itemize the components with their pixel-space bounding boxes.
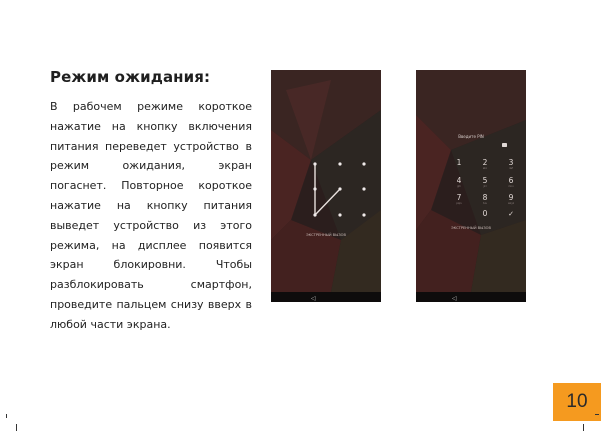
key-digit[interactable]: 4 <box>456 176 462 185</box>
key-digit[interactable]: 7 <box>456 193 462 202</box>
body-paragraph: В рабочем режиме короткое нажатие на кнопку включения питания переведет устройство в режим ожидания, экран погаснет. Повторное короткое нажатие на кнопку питания выведет устройство из этого режима, на дисплее появится экран блокировни. Чтобы разблокировать смартфон, проведите пальцем снизу вверх в любой части экрана. <box>50 100 252 331</box>
pin-prompt: Введите PIN <box>458 134 484 139</box>
back-icon[interactable]: ◁ <box>452 295 457 302</box>
key-letters: def <box>509 167 513 170</box>
emergency-call-link[interactable]: ЭКСТРЕННЫЙ ВЫЗОВ <box>451 226 491 230</box>
key-letters: wxyz <box>507 202 515 205</box>
key-digit[interactable]: 6 <box>508 176 514 185</box>
back-icon[interactable]: ◁ <box>311 295 316 302</box>
pattern-lock-screenshot <box>271 70 381 302</box>
key-letters: mno <box>508 185 514 188</box>
key-letters: ghi <box>457 185 461 188</box>
crop-mark <box>16 424 17 431</box>
key-digit[interactable]: 1 <box>456 158 462 167</box>
backspace-icon[interactable] <box>502 143 507 147</box>
key-digit[interactable]: 5 <box>482 176 488 185</box>
page-number-badge <box>553 383 601 421</box>
key-digit[interactable]: 2 <box>482 158 488 167</box>
crop-mark <box>595 414 599 415</box>
key-letters: abc <box>482 167 488 170</box>
key-digit[interactable]: 0 <box>482 209 488 218</box>
emergency-call-link[interactable]: ЭКСТРЕННЫЙ ВЫЗОВ <box>306 233 346 237</box>
key-digit[interactable]: 8 <box>482 193 488 202</box>
page-number: 10 <box>566 391 588 412</box>
key-digit[interactable]: 9 <box>508 193 514 202</box>
section-heading: Режим ожидания: <box>50 68 211 86</box>
enter-key-icon[interactable]: ✓ <box>508 210 514 218</box>
pin-lock-screenshot <box>416 70 526 302</box>
key-letters: pqrs <box>456 202 462 205</box>
crop-mark <box>583 424 584 431</box>
key-digit[interactable]: 3 <box>508 158 514 167</box>
key-letters: tuv <box>483 202 487 205</box>
key-letters: jkl <box>483 185 487 188</box>
crop-mark <box>6 414 7 418</box>
